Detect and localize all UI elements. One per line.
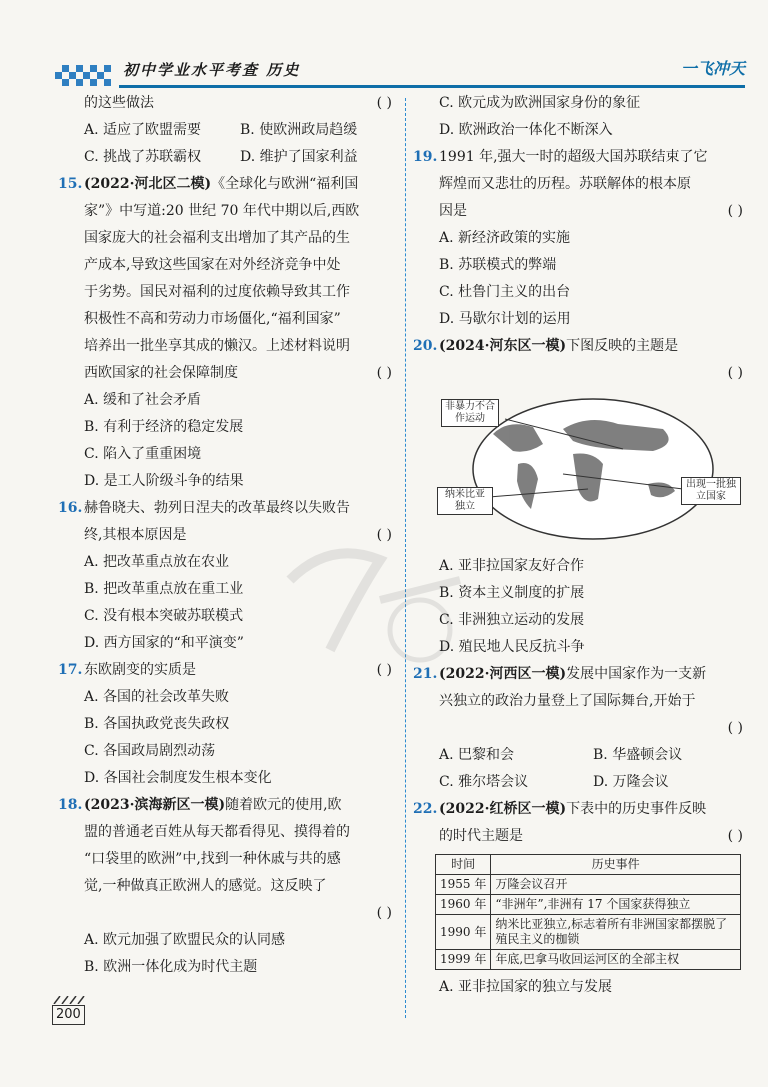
question-number: 20. bbox=[413, 338, 438, 354]
option-b[interactable]: B. 华盛顿会议 bbox=[593, 747, 683, 763]
option-d[interactable]: D. 各国社会制度发生根本变化 bbox=[84, 770, 272, 786]
option-d[interactable]: D. 维护了国家利益 bbox=[240, 149, 358, 165]
answer-paren[interactable]: ( ) bbox=[376, 905, 392, 921]
answer-paren[interactable]: ( ) bbox=[727, 365, 743, 381]
option-b[interactable]: B. 资本主义制度的扩展 bbox=[439, 585, 585, 601]
option-d[interactable]: D. 殖民地人民反抗斗争 bbox=[439, 639, 585, 655]
checker-pattern-icon bbox=[55, 58, 119, 86]
history-events-table bbox=[435, 854, 741, 970]
question-number: 19. bbox=[413, 149, 438, 165]
option-a[interactable]: A. 巴黎和会 bbox=[439, 747, 515, 763]
option-b[interactable]: B. 苏联模式的弊端 bbox=[439, 257, 557, 273]
answer-paren[interactable]: ( ) bbox=[376, 365, 392, 381]
option-d[interactable]: D. 万隆会议 bbox=[593, 774, 669, 790]
option-a[interactable]: A. 欧元加强了欧盟民众的认同感 bbox=[84, 932, 286, 948]
option-c[interactable]: C. 陷入了重重困境 bbox=[84, 446, 202, 462]
option-d[interactable]: D. 欧洲政治一体化不断深入 bbox=[439, 122, 613, 138]
question-number: 18. bbox=[58, 797, 83, 813]
option-d[interactable]: D. 是工人阶级斗争的结果 bbox=[84, 473, 244, 489]
option-d[interactable]: D. 西方国家的“和平演变” bbox=[84, 635, 244, 651]
page-header bbox=[55, 52, 745, 90]
table-row: 1990 年 纳米比亚独立,标志着所有非洲国家都摆脱了殖民主义的枷锁 bbox=[436, 915, 741, 950]
question-stem: 的这些做法 ( ) bbox=[58, 90, 396, 117]
question-number: 21. bbox=[413, 666, 438, 682]
option-c[interactable]: C. 非洲独立运动的发展 bbox=[439, 612, 585, 628]
map-label-new-states: 出现一批独立国家 bbox=[681, 477, 741, 505]
question-source: (2024·河东区一模) bbox=[439, 338, 567, 354]
world-map-figure bbox=[413, 389, 747, 549]
option-a[interactable]: A. 把改革重点放在农业 bbox=[84, 554, 230, 570]
question-source: (2022·红桥区一模) bbox=[439, 801, 567, 817]
question-source: (2022·河北区二模) bbox=[84, 176, 212, 192]
table-header-row bbox=[436, 855, 741, 875]
question-19: 19. 1991 年,强大一时的超级大国苏联结束了它 bbox=[413, 144, 747, 171]
page-corner-deco-icon bbox=[52, 996, 92, 1004]
question-17: 17. 东欧剧变的实质是 ( ) bbox=[58, 657, 396, 684]
option-c[interactable]: C. 挑战了苏联霸权 bbox=[84, 149, 202, 165]
option-b[interactable]: B. 各国执政党丧失政权 bbox=[84, 716, 230, 732]
option-d[interactable]: D. 马歇尔计划的运用 bbox=[439, 311, 571, 327]
question-21: 21. (2022·河西区一模) 发展中国家作为一支新 bbox=[413, 661, 747, 688]
right-column: C. 欧元成为欧洲国家身份的象征 D. 欧洲政治一体化不断深入 19. 1991 年,强大一时的超级大国苏联结束了它 辉煌而又悲壮的历程。苏联解体的根本原 因是 ( ) A. 新经济政策的实施 B. 苏联模式的弊端 C. 杜鲁门主义的出台 D. 马歇尔计划的运用 20. (2024·河东区一模) 下图反映的主题是 ( ) 非暴力不合作运动 纳米比亚独立 出现一批独立国家 A. 亚非拉国家友好合作 B. 资本主义制度的扩展 C. 非洲独立运动的发展 D. 殖民地人民反抗斗争 21. (2022·河西区一模) 发展中国家作为一支新 兴独立的政治力量登上了国际舞台,开始于 ( ) A. 巴黎和会 B. 华盛顿会议 C. 雅尔塔会议 D. 万隆会议 22. (2022·红桥区一模) 下表中的历史事件反映 的时代主题是 ( ) 时间 历史事件 1955 年 万隆会议召开 1960 年 “非洲年”,非洲有 17 个国家获得独立 1990 年 纳米比亚独立,标志着所有非洲国家都摆脱了殖民主义的枷锁 1999 年 年底,巴拿马收回运河区的全部主权 A. 亚非拉国家的独立与发展 bbox=[413, 90, 747, 1001]
option-c[interactable]: C. 各国政局剧烈动荡 bbox=[84, 743, 216, 759]
option-a[interactable]: A. 缓和了社会矛盾 bbox=[84, 392, 202, 408]
question-number: 16. bbox=[58, 500, 83, 516]
left-column: 的这些做法 ( ) A. 适应了欧盟需要 B. 使欧洲政局趋缓 C. 挑战了苏联霸权 D. 维护了国家利益 15. (2022·河北区二模) 《全球化与欧洲“福利国 家”》中写道:20 世纪 70 年代中期以后,西欧 国家庞大的社会福利支出增加了其产品的生 产成本,导致这些国家在对外经济竞争中处 于劣势。国民对福利的过度依赖导致其工作 积极性不高和劳动力市场僵化,“福利国家” 培养出一批坐享其成的懒汉。上述材料说明 西欧国家的社会保障制度 ( ) A. 缓和了社会矛盾 B. 有利于经济的稳定发展 C. 陷入了重重困境 D. 是工人阶级斗争的结果 16. 赫鲁晓夫、勃列日涅夫的改革最终以失败告 终,其根本原因是 ( ) A. 把改革重点放在农业 B. 把改革重点放在重工业 C. 没有根本突破苏联模式 D. 西方国家的“和平演变” 17. 东欧剧变的实质是 ( ) A. 各国的社会改革失败 B. 各国执政党丧失政权 C. 各国政局剧烈动荡 D. 各国社会制度发生根本变化 18. (2023·滨海新区一模) 随着欧元的使用,欧 盟的普通老百姓从每天都看得见、摸得着的 “口袋里的欧洲”中,找到一种休戚与共的感 觉,一种做真正欧洲人的感觉。这反映了 ( ) A. 欧元加强了欧盟民众的认同感 B. 欧洲一体化成为时代主题 bbox=[58, 90, 396, 981]
table-header-time: 时间 bbox=[436, 855, 491, 875]
option-b[interactable]: B. 有利于经济的稳定发展 bbox=[84, 419, 244, 435]
answer-paren[interactable]: ( ) bbox=[727, 203, 743, 219]
page-number: 200 bbox=[52, 1005, 85, 1025]
answer-paren[interactable]: ( ) bbox=[376, 527, 392, 543]
table-header-event: 历史事件 bbox=[491, 855, 741, 875]
map-label-namibia: 纳米比亚独立 bbox=[437, 487, 493, 515]
question-source: (2023·滨海新区一模) bbox=[84, 797, 226, 813]
map-label-non-violence: 非暴力不合作运动 bbox=[441, 399, 499, 427]
table-row: 1960 年 “非洲年”,非洲有 17 个国家获得独立 bbox=[436, 895, 741, 915]
answer-paren[interactable]: ( ) bbox=[727, 828, 743, 844]
header-title: 初中学业水平考查 历史 bbox=[123, 61, 301, 79]
option-c[interactable]: C. 没有根本突破苏联模式 bbox=[84, 608, 244, 624]
answer-paren[interactable]: ( ) bbox=[727, 720, 743, 736]
answer-paren[interactable]: ( ) bbox=[376, 662, 392, 678]
option-c[interactable]: C. 雅尔塔会议 bbox=[439, 774, 529, 790]
question-number: 17. bbox=[58, 662, 83, 678]
option-b[interactable]: B. 使欧洲政局趋缓 bbox=[240, 122, 358, 138]
option-a[interactable]: A. 各国的社会改革失败 bbox=[84, 689, 230, 705]
option-c[interactable]: C. 欧元成为欧洲国家身份的象征 bbox=[439, 95, 641, 111]
question-15: 15. (2022·河北区二模) 《全球化与欧洲“福利国 bbox=[58, 171, 396, 198]
header-brand: 一飞冲天 bbox=[680, 59, 745, 78]
question-number: 15. bbox=[58, 176, 83, 192]
question-number: 22. bbox=[413, 801, 438, 817]
question-22: 22. (2022·红桥区一模) 下表中的历史事件反映 bbox=[413, 796, 747, 823]
question-20: 20. (2024·河东区一模) 下图反映的主题是 bbox=[413, 333, 747, 360]
option-b[interactable]: B. 欧洲一体化成为时代主题 bbox=[84, 959, 258, 975]
option-c[interactable]: C. 杜鲁门主义的出台 bbox=[439, 284, 571, 300]
table-row: 1955 年 万隆会议召开 bbox=[436, 875, 741, 895]
question-source: (2022·河西区一模) bbox=[439, 666, 567, 682]
option-b[interactable]: B. 把改革重点放在重工业 bbox=[84, 581, 244, 597]
question-18: 18. (2023·滨海新区一模) 随着欧元的使用,欧 bbox=[58, 792, 396, 819]
option-a[interactable]: A. 亚非拉国家友好合作 bbox=[439, 558, 585, 574]
option-a[interactable]: A. 新经济政策的实施 bbox=[439, 230, 571, 246]
option-a[interactable]: A. 亚非拉国家的独立与发展 bbox=[439, 979, 613, 995]
header-rule bbox=[119, 85, 745, 88]
question-16: 16. 赫鲁晓夫、勃列日涅夫的改革最终以失败告 bbox=[58, 495, 396, 522]
table-row: 1999 年 年底,巴拿马收回运河区的全部主权 bbox=[436, 950, 741, 970]
option-a[interactable]: A. 适应了欧盟需要 bbox=[84, 122, 202, 138]
answer-paren[interactable]: ( ) bbox=[376, 95, 392, 111]
